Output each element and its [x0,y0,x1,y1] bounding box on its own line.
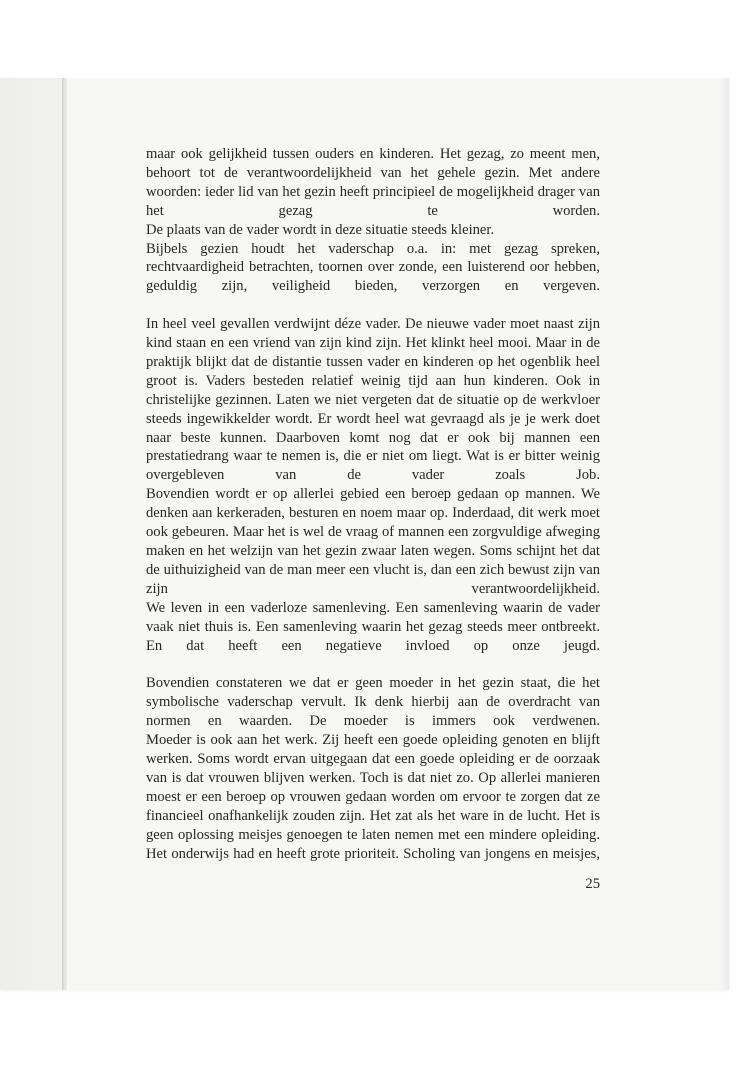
page-left-margin-shade [0,78,62,990]
paragraph-2: De plaats van de vader wordt in deze situatie steeds kleiner. [146,221,495,238]
paragraph-5: Bovendien wordt er op allerlei gebied een beroep gedaan op mannen. We denken aan kerkeraden, besturen en noem maar op. Inderdaad, dit werk moet ook gebeuren. Maar het is wel de vraag of mannen een zorgvuldige afweging maken en het welzijn van het gezin zwaar laten wegen. Soms schijnt het dat de uithuizigheid van de man meer een vlucht is, dan een zich bewust zijn van zijn verantwoordelijkheid. [146,486,600,597]
paragraph-6: We leven in een vaderloze samenleving. Een samenleving waarin de vader vaak niet thuis is. Een samenleving waarin het gezag steeds meer ontbreekt. En dat heeft een negatieve invloed op onze jeugd. [146,599,600,654]
paragraph-4: In heel veel gevallen verdwijnt déze vader. De nieuwe vader moet naast zijn kind staan en een vriend van zijn kind zijn. Het klinkt heel mooi. Maar in de praktijk blijkt dat de distantie tussen vader en kinderen op het ogenblik heel groot is. Vaders besteden relatief weinig tijd aan hun kinderen. Ook in christelijke gezinnen. Laten we niet vergeten dat de situatie op de werkvloer steeds ingewikkelder wordt. Er wordt heel wat gevraagd als je je werk doet naar beste kunnen. Daarboven komt nog dat er ook bij mannen een prestatiedrang waar te nemen is, die er niet om liegt. Wat is er bitter weinig overgebleven van de vader zoals Job. [146,316,600,484]
paragraph-spacer [146,655,600,674]
paragraph-spacer [146,296,600,315]
page-right-edge [719,78,729,990]
paragraph-8: Moeder is ook aan het werk. Zij heeft een goede opleiding genoten en blijft werken. Soms wordt ervan uitgegaan dat een goede opleiding er de oorzaak van is dat vrouwen blijven werken. Toch is dat niet zo. Op allerlei manieren moest er een beroep op vrouwen gedaan worden om ervoor te zorgen dat ze financieel onafhankelijk zouden zijn. Het zat als het ware in de lucht. Het is geen oplossing meisjes genoegen te laten nemen met een mindere opleiding. Het onderwijs had en heeft grote prioriteit. Scholing van jongens en meisjes, [146,732,600,862]
page-text-block [146,145,600,863]
paragraph-3: Bijbels gezien houdt het vaderschap o.a. in: met gezag spreken, rechtvaardigheid betrachten, toornen over zonde, een luisterend oor hebben, geduldig zijn, veiligheid bieden, verzorgen en vergeven. [146,240,600,295]
paragraph-7: Bovendien constateren we dat er geen moeder in het gezin staat, die het symbolische vaderschap vervult. Ik denk hierbij aan de overdracht van normen en waarden. De moeder is immers ook verdwenen. [146,675,600,730]
book-page [0,78,729,990]
book-spine-shadow [62,78,67,990]
paragraph-1: maar ook gelijkheid tussen ouders en kinderen. Het gezag, zo meent men, behoort tot de verantwoordelijkheid van het gehele gezin. Met andere woorden: ieder lid van het gezin heeft principieel de mogelijkheid drager van het gezag te worden. [146,146,600,219]
page-number: 25 [585,876,600,892]
